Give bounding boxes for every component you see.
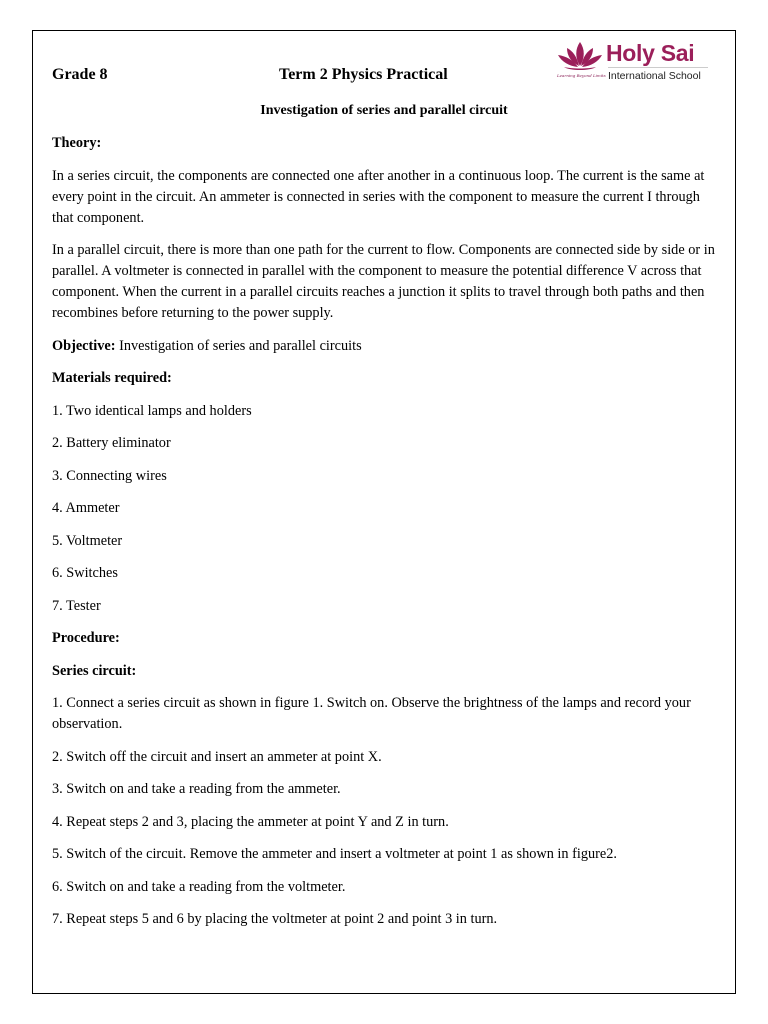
procedure-step: 5. Switch of the circuit. Remove the ammeter and insert a voltmeter at point 1 as shown in figure2. [52,846,617,862]
procedure-step: 6. Switch on and take a reading from the voltmeter. [52,878,346,895]
procedure-step: 4. Repeat steps 2 and 3, placing the ammeter at point Y and Z in turn. [52,813,449,830]
material-item: 7. Tester [52,597,101,614]
procedure-step: 1. Connect a series circuit as shown in figure 1. Switch on. Observe the brightness of the lamps and record your observation. [52,695,691,732]
series-circuit-heading: Series circuit: [52,662,137,679]
document-title: Investigation of series and parallel circuit [260,103,508,118]
procedure-step: 3. Switch on and take a reading from the ammeter. [52,781,341,797]
school-logo [556,40,716,86]
term-title: Term 2 Physics Practical [279,66,448,83]
material-item: 3. Connecting wires [52,467,167,484]
objective-label: Objective: [52,337,116,354]
document-body [52,133,718,942]
lotus-icon [556,40,604,74]
theory-paragraph: In a parallel circuit, there is more than one path for the current to flow. Components are connected side by side or in parallel. A voltmeter is connected in parallel with the component to measure the potential difference V across that component. When the current in a parallel circuits reaches a junction it splits to travel through both paths and then recombines before returning to the power supply. [52,242,715,321]
procedure-heading: Procedure: [52,630,120,646]
logo-name: Holy Sai [606,40,695,66]
material-item: 6. Switches [52,565,118,581]
material-item: 1. Two identical lamps and holders [52,402,252,419]
theory-paragraph: In a series circuit, the components are connected one after another in a continuous loop. The current is the same at every point in the circuit. An ammeter is connected in series with the component to measure the current I through that component. [52,167,705,226]
grade-label: Grade 8 [52,66,108,83]
procedure-step: 7. Repeat steps 5 and 6 by placing the voltmeter at point 2 and point 3 in turn. [52,911,498,927]
logo-tagline: Learning Beyond Limits [557,73,606,78]
materials-heading: Materials required: [52,370,172,386]
objective-line [52,336,718,357]
material-item: 4. Ammeter [52,500,120,516]
objective-text: Investigation of series and parallel circuits [115,337,362,354]
material-item: 2. Battery eliminator [52,435,171,451]
theory-heading: Theory: [52,135,102,151]
procedure-step: 2. Switch off the circuit and insert an ammeter at point X. [52,748,382,765]
logo-divider [608,67,708,68]
logo-subtitle: International School [608,70,701,82]
material-item: 5. Voltmeter [52,532,123,549]
